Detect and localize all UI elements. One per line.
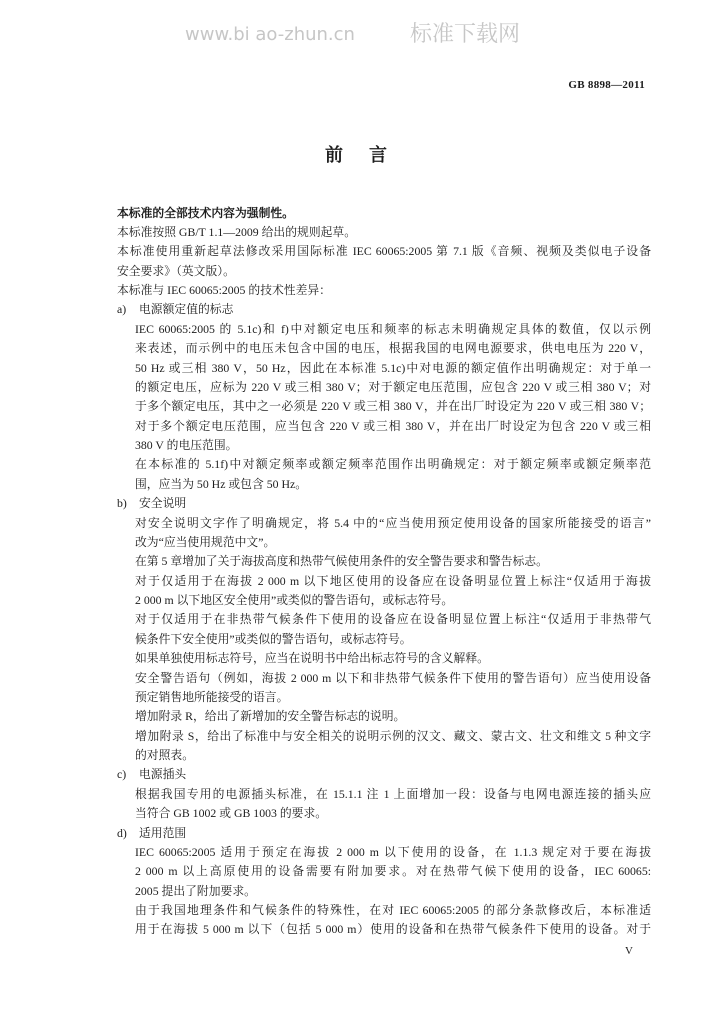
item-body-line: 候条件下安全使用”或类似的警告语句，或标志符号。 [135, 631, 412, 646]
item-body-line: 50 Hz 或三相 380 V，50 Hz，因此在本标准 5.1c)中对电源的额定值作出明确规定：对于单一 [135, 360, 651, 375]
item-b-header [117, 494, 651, 513]
item-body-line: 用于在海拔 5 000 m 以下（包括 5 000 m）使用的设备和在热带气候条件下使用的设备。对于 [135, 922, 651, 937]
item-body-line: 改为“应当使用规范中文”。 [135, 534, 276, 549]
item-body-line: 当符合 GB 1002 或 GB 1003 的要求。 [135, 806, 328, 821]
item-body-line: 来表述，而示例中的电压未包含中国的电压，根据我国的电网电源要求，供电电压为 220 V， [135, 341, 651, 356]
item-heading: 适用范围 [139, 825, 187, 840]
item-body-line: 围，应当为 50 Hz 或包含 50 Hz。 [135, 476, 308, 491]
item-body-line: 安全警告语句（例如，海拔 2 000 m 以下和非热带气候条件下使用的警告语句）应当使用设备 [135, 670, 651, 685]
item-body-line: 2005 提出了附加要求。 [135, 883, 256, 898]
adoption-statement-line: 本标准使用重新起草法修改采用国际标准 IEC 60065:2005 第 7.1 版《音频、视频及类似电子设备 [117, 244, 651, 259]
item-marker: d) [117, 825, 127, 840]
item-body-line: 由于我国地理条件和气候条件的特殊性，在对 IEC 60065:2005 的部分条款修改后，本标准适 [135, 903, 651, 917]
item-body-line: IEC 60065:2005 的 5.1c)和 f)中对额定电压和频率的标志未明确规定具体的数值，仅以示例 [135, 321, 651, 336]
item-body-line: 2 000 m 以下地区安全使用”或类似的警告语句，或标志符号。 [135, 593, 454, 607]
item-heading: 电源额定值的标志 [139, 302, 234, 317]
item-body-line: 增加附录 S，给出了标准中与安全相关的说明示例的汉文、藏文、蒙古文、壮文和维文 5 种文字 [135, 728, 651, 743]
item-marker: b) [117, 496, 127, 511]
item-body-line: 380 V 的电压范围。 [135, 438, 238, 452]
drafting-rule: 本标准按照 GB/T 1.1—2009 给出的规则起草。 [117, 224, 357, 239]
item-body-line: 对于仅适用于在非热带气候条件下使用的设备应在设备明显位置上标注“仅适用于非热带气 [135, 612, 651, 627]
item-body-line: 增加附录 R，给出了新增加的安全警告标志的说明。 [135, 709, 406, 724]
standard-code: GB 8898—2011 [568, 79, 645, 91]
item-body-line: 在本标准的 5.1f)中对额定频率或额定频率范围作出明确规定：对于额定频率或额定频率范 [135, 457, 651, 472]
mandatory-statement: 本标准的全部技术内容为强制性。 [117, 205, 294, 220]
foreword-body [0, 204, 716, 940]
item-body-line: 2 000 m 以上高原使用的设备需要有附加要求。对在热带气候下使用的设备，IEC 60065: [135, 864, 651, 879]
item-body-line: 对于多个额定电压范围，应当包含 220 V 或三相 380 V，并在出厂时设定为包含 220 V 或三相 [135, 418, 651, 433]
watermark-site-name: 标准下载网 [410, 22, 521, 47]
item-body-line: 于多个额定电压，其中之一必须是 220 V 或三相 380 V，并在出厂时设定为 220 V 或三相 380 V； [135, 399, 651, 414]
item-body-line: 的额定电压，应标为 220 V 或三相 380 V；对于额定电压范围，应包含 220 V 或三相 380 V；对 [135, 379, 651, 394]
item-body-line: 对于仅适用于在海拔 2 000 m 以下地区使用的设备应在设备明显位置上标注“仅适用于海拔 [135, 573, 651, 588]
adoption-statement-line: 安全要求》（英文版）。 [117, 263, 235, 278]
item-body-line: 根据我国专用的电源插头标准，在 15.1.1 注 1 上面增加一段：设备与电网电源连接的插头应 [135, 786, 651, 801]
item-d-header [117, 824, 651, 843]
item-body-line: 如果单独使用标志符号，应当在说明书中给出标志符号的含义解释。 [135, 651, 489, 666]
differences-intro: 本标准与 IEC 60065:2005 的技术性差异： [117, 283, 331, 297]
item-heading: 安全说明 [139, 496, 187, 511]
item-body-line: IEC 60065:2005 适用于预定在海拔 2 000 m 以下使用的设备，在 1.1.3 规定对于要在海拔 [135, 844, 651, 859]
item-a-header [117, 300, 651, 319]
page-number: V [625, 945, 633, 957]
watermark-url: www.bi ao-zhun.cn [185, 24, 355, 45]
item-marker: a) [117, 302, 127, 317]
page-title: 前 言 [325, 145, 391, 165]
item-body-line: 预定销售地所能接受的语言。 [135, 689, 289, 704]
item-marker: c) [117, 767, 127, 782]
item-body-line: 在第 5 章增加了关于海拔高度和热带气候使用条件的安全警告要求和警告标志。 [135, 554, 548, 569]
item-c-header [117, 765, 651, 784]
item-body-line: 的对照表。 [135, 748, 194, 762]
item-heading: 电源插头 [139, 767, 187, 782]
item-body-line: 对安全说明文字作了明确规定，将 5.4 中的“应当使用预定使用设备的国家所能接受的语言” [135, 515, 651, 530]
